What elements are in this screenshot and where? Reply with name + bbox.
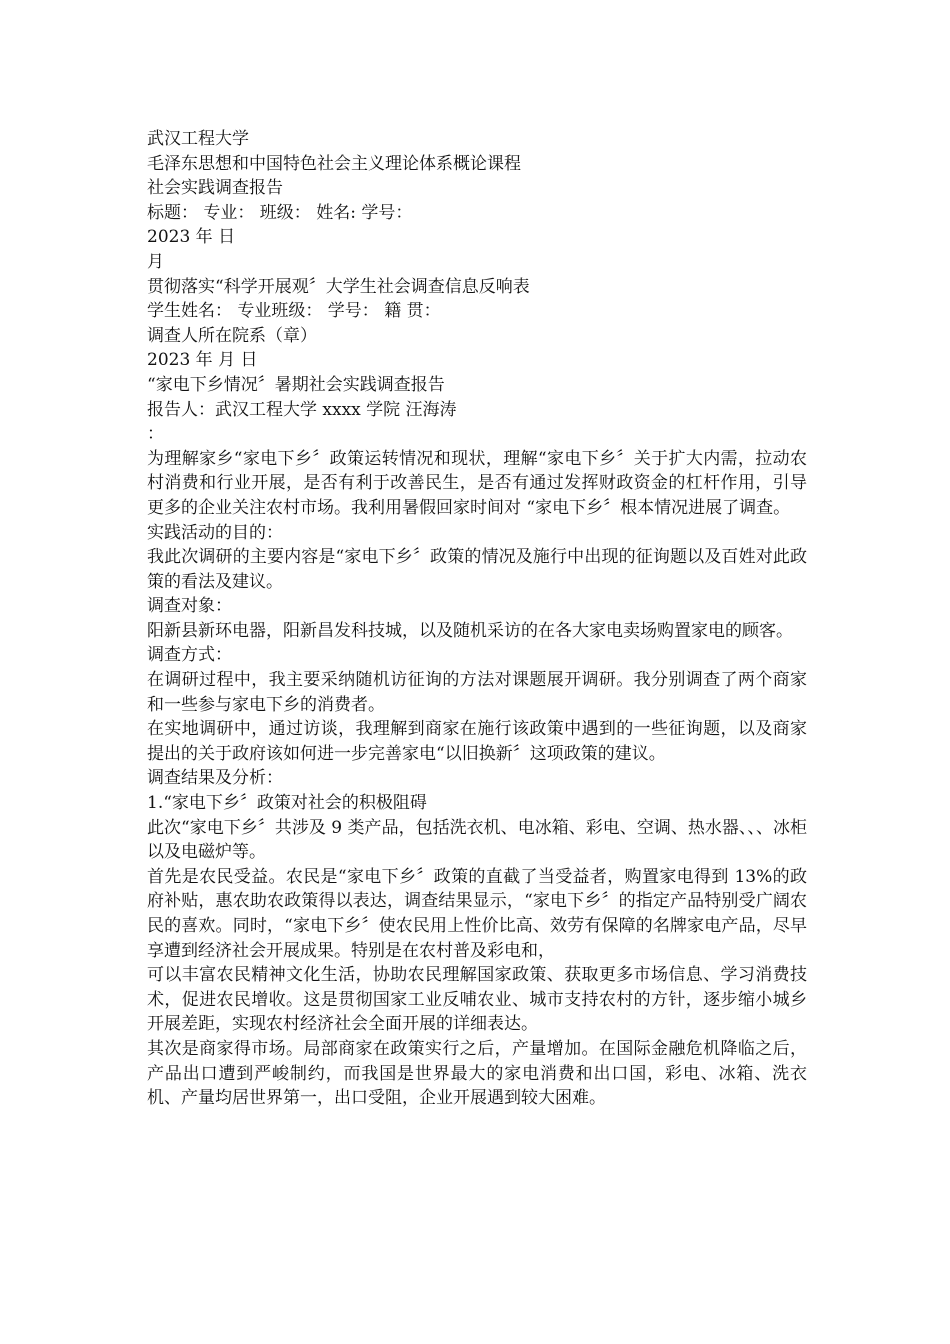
- document-page: [147, 127, 807, 1111]
- method-paragraph-2: 在实地调研中，通过访谈，我理解到商家在施行该政策中遇到的一些征询题，以及商家提出的关于政府该如何进一步完善家电“以旧换新〞这项政策的建议。: [147, 719, 807, 764]
- farmers-benefit-paragraph: 首先是农民受益。农民是“家电下乡〞政策的直截了当受益者，购置家电得到 13%的政府补贴，惠农助农政策得以表达，调查结果显示，“家电下乡〞的指定产品特别受广阔农民的喜欢。同时，“家电下乡〞使农民用上性价比高、效劳有保障的名牌家电产品，尽早享遭到经济社会开展成果。特别是在农村普及彩电和，: [147, 866, 807, 961]
- cover-date: 2023 年 日: [147, 227, 236, 248]
- report-type: 社会实践调查报告: [147, 178, 283, 199]
- section-heading-method: 调查方式：: [147, 645, 232, 666]
- reporter-line: 报告人：武汉工程大学 xxxx 学院 汪海涛: [147, 399, 457, 420]
- university-name: 武汉工程大学: [147, 129, 249, 149]
- student-fields: 学生姓名： 专业班级： 学号： 籍 贯：: [147, 301, 441, 322]
- colon-line: ：: [147, 424, 164, 445]
- culture-paragraph: 可以丰富农民精神文化生活，协助农民理解国家政策、获取更多市场信息、学习消费技术，促进农民增收。这是贯彻国家工业反哺农业、城市支持农村的方针，逐步缩小城乡开展差距，实现农村经济社会全面开展的详细表达。: [147, 965, 807, 1035]
- report-title: “家电下乡情况〞暑期社会实践调查报告: [147, 374, 445, 395]
- feedback-form-title: 贯彻落实“科学开展观〞大学生社会调查信息反响表: [147, 276, 530, 297]
- intro-paragraph: 为理解家乡“家电下乡〞政策运转情况和现状，理解“家电下乡〞关于扩大内需，拉动农村消费和行业开展，是否有利于改善民生，是否有通过发挥财政资金的杠杆作用，引导更多的企业关注农村市场。我利用暑假回家时间对 “家电下乡〞根本情况进展了调查。: [147, 448, 807, 518]
- products-paragraph: 此次“家电下乡〞共涉及 9 类产品，包括洗衣机、电冰箱、彩电、空调、热水器、、、冰柜以及电磁炉等。: [147, 817, 807, 863]
- purpose-paragraph: 我此次调研的主要内容是“家电下乡〞政策的情况及施行中出现的征询题以及百姓对此政策的看法及建议。: [147, 547, 807, 592]
- section-heading-purpose: 实践活动的目的：: [147, 522, 283, 543]
- section-heading-subjects: 调查对象：: [147, 596, 232, 617]
- form-date: 2023 年 月 日: [147, 350, 258, 371]
- merchants-paragraph: 其次是商家得市场。局部商家在政策实行之后，产量增加。在国际金融危机降临之后，产品出口遭到严峻制约，而我国是世界最大的家电消费和出口国，彩电、冰箱、洗衣机、产量均居世界第一，出口受阻，企业开展遇到较大困难。: [147, 1038, 807, 1109]
- course-name: 毛泽东思想和中国特色社会主义理论体系概论课程: [147, 153, 521, 174]
- department-field: 调查人所在院系（章）: [147, 325, 317, 346]
- subsection-heading-positive-impact: 1.“家电下乡〞政策对社会的积极阻碍: [147, 793, 427, 814]
- method-paragraph-1: 在调研过程中，我主要采纳随机访征询的方法对课题展开调研。我分别调查了两个商家和一些参与家电下乡的消费者。: [147, 670, 807, 715]
- cover-date-month: 月: [147, 251, 164, 272]
- cover-fields: 标题： 专业： 班级： 姓名: 学号：: [147, 202, 413, 223]
- section-heading-results: 调查结果及分析：: [147, 768, 283, 789]
- subjects-paragraph: 阳新县新环电器，阳新昌发科技城，以及随机采访的在各大家电卖场购置家电的顾客。: [147, 620, 793, 641]
